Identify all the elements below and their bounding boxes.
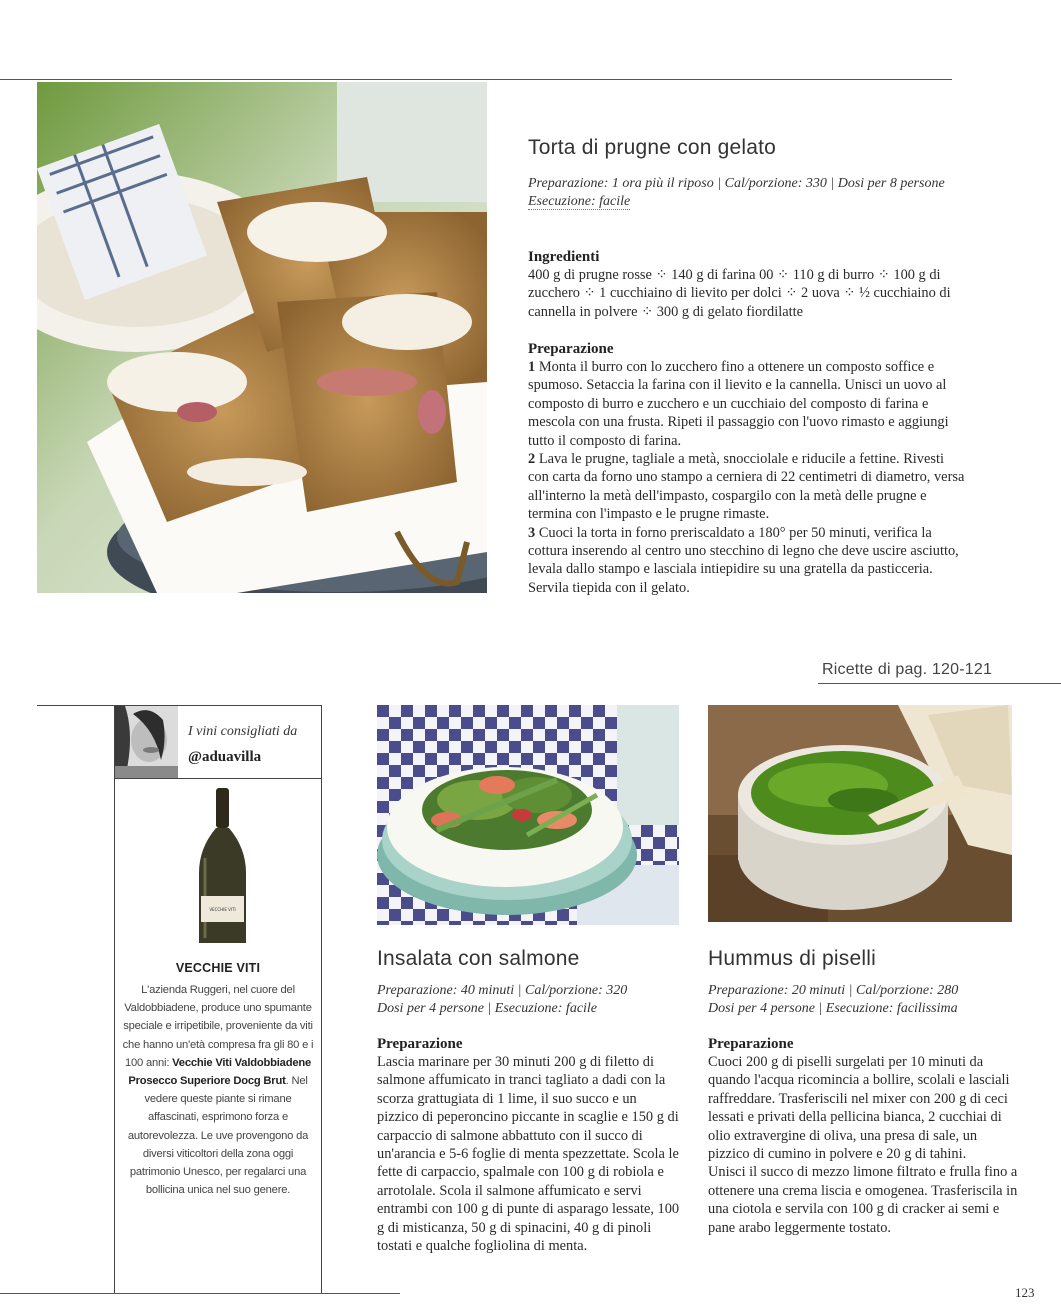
recipe-meta-line1: Preparazione: 1 ora più il riposo | Cal/porzione: 330 | Dosi per 8 persone	[528, 176, 945, 191]
salad-title: Insalata con salmone	[377, 947, 580, 970]
step-number: 3	[528, 524, 536, 541]
hummus-preparation-text-end: Unisci il succo di mezzo limone filtrato e frulla fino a ottenere una crema liscia e omogenea. Trasferiscila in una ciotola e servila con 100 g di cracker ai semi e pane arabo leggermente tostato.	[708, 1164, 1018, 1236]
wine-description	[120, 981, 316, 1199]
recipe-meta	[528, 175, 968, 211]
salad-meta	[377, 982, 677, 1018]
preparation-block	[528, 340, 968, 597]
salad-preparation-text: Lascia marinare per 30 minuti 200 g di filetto di salmone affumicato in tranci tagliato a dadi con la scorza grattugiata di 1 lime, il suo succo e un pizzico di peperoncino piccante in scaglie e 150 g di carpaccio di salmone abbattuto con il succo di un'arancia e 5-6 foglie di menta spezzettate. Scola le fette di carpaccio, spalmale con 100 g di robiola e arrotolale. Scola il salmone affumicato e servi entrambi con 100 g di punte di asparago lessate, 100 g di misticanza, 50 g di spinacini, 40 g di pinoli tostati e qualche fogliolina di menta.	[377, 1054, 680, 1255]
recipe-title: Torta di prugne con gelato	[528, 136, 777, 159]
wine-bottle-image	[195, 788, 250, 946]
step-text: Lava le prugne, tagliale a metà, snocciolale e riducile a fettine. Rivesti con carta da forno uno stampo a cerniera di 22 centimetri di diametro, versa all'interno la metà dell'impasto, cospargilo con la metà delle prugne e termina con l'impasto e le prugne rimaste.	[528, 451, 965, 523]
salad-meta-line2: Dosi per 4 persone | Esecuzione: facile	[377, 1001, 598, 1016]
section-label: Ricette di pag. 120-121	[822, 661, 993, 678]
author-avatar	[115, 706, 178, 778]
salad-preparation	[377, 1035, 680, 1255]
step-number: 1	[528, 359, 536, 375]
bottom-rule	[0, 1293, 400, 1294]
hummus-preparation-heading: Preparazione	[708, 1036, 794, 1052]
ingredients-block	[528, 248, 968, 321]
salad-meta-line1: Preparazione: 40 minuti | Cal/porzione: 320	[377, 983, 628, 998]
top-rule	[0, 79, 952, 80]
step-number: 2	[528, 451, 536, 468]
cake-photo	[37, 82, 487, 593]
wine-box-left-border	[114, 705, 115, 1293]
wine-name: VECCHIE VITI	[175, 961, 261, 975]
hummus-meta-line2: Dosi per 4 persone | Esecuzione: facilissima	[708, 1001, 958, 1016]
wine-description-text-end: . Nel vedere queste piante si rimane affascinati, esprimono forza e autorevolezza. Le uve provengono da diversi viticoltori della zona oggi patrimonio Unesco, per regalarci una bollicina unica nel suo genere.	[127, 1075, 309, 1197]
page-number: 123	[1015, 1285, 1035, 1300]
wine-box-header-line	[114, 778, 322, 779]
hummus-meta-line1: Preparazione: 20 minuti | Cal/porzione: 280	[708, 983, 959, 998]
preparation-heading: Preparazione	[528, 341, 614, 357]
wine-box-right-border	[321, 705, 322, 1293]
ingredients-heading: Ingredienti	[528, 249, 600, 265]
hummus-photo	[708, 705, 1012, 922]
preparation-step	[528, 358, 968, 450]
preparation-step	[528, 450, 968, 524]
hummus-preparation	[708, 1035, 1020, 1237]
hummus-title: Hummus di piselli	[708, 947, 876, 970]
wine-box-top-line	[37, 705, 322, 706]
wine-intro: I vini consigliati da	[188, 724, 298, 739]
hummus-preparation-text: Cuoci 200 g di piselli surgelati per 10 minuti da quando l'acqua ricomincia a bollire, scolali e lasciali raffreddare. Trasferiscili nel mixer con 200 g di ceci lessati e privati della pellicina bianca, 2 cucchiai di olio extravergine di oliva, una presa di sale, un pizzico di cumino in polvere e 20 g di tahini.	[708, 1054, 1010, 1163]
hummus-meta	[708, 982, 1008, 1018]
wine-description-highlight: Vecchie Viti Valdobbiadene Prosecco Superiore Docg Brut	[128, 1056, 311, 1088]
ingredients-text: 400 g di prugne rosse ⁘ 140 g di farina 00 ⁘ 110 g di burro ⁘ 100 g di zucchero ⁘ 1 cucchiaino di lievito per dolci ⁘ 2 uova ⁘ ½ cucchiaino di cannella in polvere ⁘ 300 g di gelato fiordilatte	[528, 267, 951, 320]
wine-handle: @aduavilla	[188, 749, 262, 765]
preparation-step	[528, 524, 968, 598]
wine-description-text: L'azienda Ruggeri, nel cuore del Valdobbiadene, produce uno spumante speciale e irripetibile, proveniente da viti che hanno un'età compresa fra gli 80 e i 100 anni:	[122, 984, 314, 1069]
section-rule	[818, 683, 1061, 684]
salad-preparation-heading: Preparazione	[377, 1036, 463, 1052]
wine-bottle-label: VECCHIE VITI	[209, 907, 236, 912]
recipe-meta-line2: Esecuzione: facile	[528, 194, 631, 209]
step-text: Monta il burro con lo zucchero fino a ottenere un composto soffice e spumoso. Setaccia la farina con il lievito e la cannella. Unisci un uovo al composto di burro e zucchero e un cucchiaio del composto di farina e mescola con una frusta. Ripeti il passaggio con l'uovo rimasto e aggiungi tutto il composto di farina.	[528, 359, 949, 449]
step-text: Cuoci la torta in forno preriscaldato a 180° per 50 minuti, verifica la cottura inserendo al centro uno stecchino di legno che deve uscire asciutto, levala dallo stampo e lasciala intiepidire su una gratella da pasticceria. Servila tiepida con il gelato.	[528, 524, 959, 596]
salad-photo	[377, 705, 679, 925]
